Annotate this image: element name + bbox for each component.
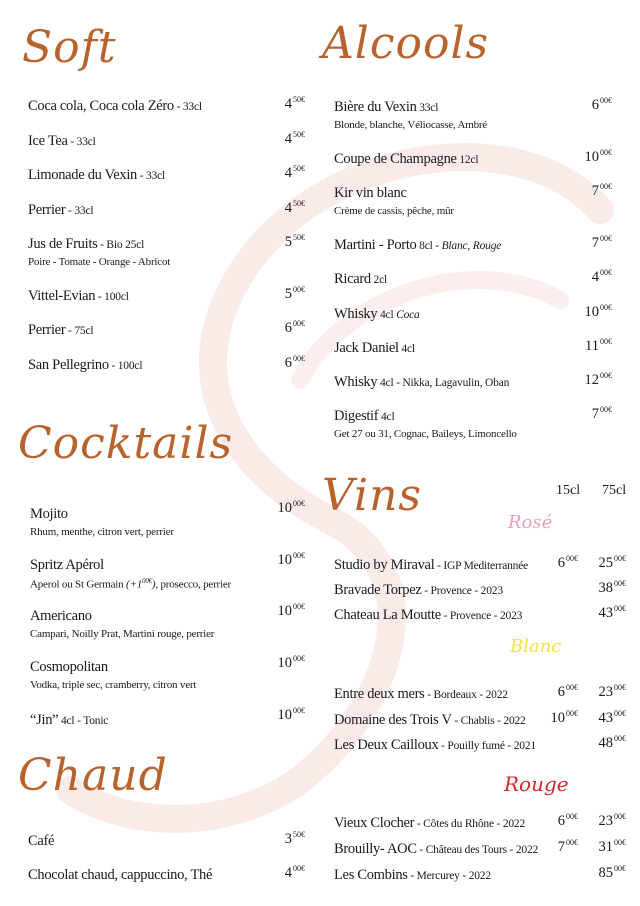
menu-item: San Pellegrino - 100cl: [28, 357, 143, 373]
price-75cl: $38^{00€}$: [598, 579, 626, 596]
item-price: $10^{00€}$: [277, 654, 305, 671]
price-75cl: $23^{00€}$: [598, 683, 626, 700]
price-75cl: $43^{00€}$: [598, 604, 626, 621]
section-title-alcools: Alcools: [322, 18, 490, 69]
section-title-cocktails: Cocktails: [18, 418, 234, 469]
menu-item: Bière du Vexin 33cl Blonde, blanche, Véliocasse, Ambré: [334, 99, 488, 131]
menu-item: Spritz Apérol Aperol ou St Germain $(+1^{00€})$, prosecco, perrier: [30, 557, 231, 591]
price-15cl: $7^{00€}$: [557, 838, 578, 855]
item-price: $4^{00€}$: [284, 864, 305, 881]
item-price: $10^{00€}$: [277, 706, 305, 723]
section-title-soft: Soft: [22, 22, 117, 73]
menu-item: Vieux Clocher - Côtes du Rhône - 2022: [334, 815, 526, 831]
menu-item: Domaine des Trois V - Chablis - 2022: [334, 712, 526, 728]
item-price: $7^{00€}$: [591, 182, 612, 199]
column-header-75cl: 75cl: [602, 483, 627, 498]
menu-item: Whisky 4cl Coca: [334, 306, 420, 322]
item-price: $10^{00€}$: [277, 551, 305, 568]
menu-item: Limonade du Vexin - 33cl: [28, 167, 165, 183]
menu-item: Coca cola, Coca cola Zéro - 33cl: [28, 98, 202, 114]
menu-item: Perrier - 33cl: [28, 202, 94, 218]
item-price: $5^{00€}$: [284, 285, 305, 302]
menu-item: Ricard 2cl: [334, 271, 387, 287]
price-15cl: $6^{00€}$: [557, 812, 578, 829]
menu-item: Chateau La Moutte - Provence - 2023: [334, 607, 523, 623]
menu-item: Bravade Torpez - Provence - 2023: [334, 582, 503, 598]
item-price: $4^{50€}$: [284, 199, 305, 216]
item-price: $12^{00€}$: [584, 371, 612, 388]
price-75cl: $25^{00€}$: [598, 554, 626, 571]
section-title-vins: Vins: [322, 470, 422, 521]
item-price: $10^{00€}$: [584, 303, 612, 320]
menu-item: Les Combins - Mercurey - 2022: [334, 867, 491, 883]
item-price: $11^{00€}$: [585, 337, 612, 354]
item-price: $10^{00€}$: [277, 602, 305, 619]
item-price: $4^{50€}$: [284, 130, 305, 147]
column-header-15cl: 15cl: [556, 483, 581, 498]
price-75cl: $48^{00€}$: [598, 734, 626, 751]
wine-category-blanc: Blanc: [510, 636, 562, 657]
item-price: $7^{00€}$: [591, 405, 612, 422]
wine-category-rouge: Rouge: [504, 772, 569, 796]
menu-item: Martini - Porto 8cl - Blanc, Rouge: [334, 237, 502, 253]
item-price: $3^{50€}$: [284, 830, 305, 847]
item-price: $5^{50€}$: [284, 233, 305, 250]
item-price: $6^{00€}$: [284, 319, 305, 336]
menu-item: Americano Campari, Noilly Prat, Martini rouge, perrier: [30, 608, 215, 640]
menu-item: Coupe de Champagne 12cl: [334, 151, 479, 167]
menu-item: Jus de Fruits - Bio 25cl Poire - Tomate - Orange - Abricot: [28, 236, 171, 268]
menu-item: Entre deux mers - Bordeaux - 2022: [334, 686, 508, 702]
section-title-chaud: Chaud: [18, 750, 168, 801]
item-price: $7^{00€}$: [591, 234, 612, 251]
menu-item: Mojito Rhum, menthe, citron vert, perrier: [30, 506, 174, 538]
item-price: $6^{00€}$: [284, 354, 305, 371]
item-price: $4^{50€}$: [284, 95, 305, 112]
item-price: $4^{50€}$: [284, 164, 305, 181]
menu-item: Jack Daniel 4cl: [334, 340, 415, 356]
price-15cl: $10^{00€}$: [550, 709, 578, 726]
item-price: $6^{00€}$: [591, 96, 612, 113]
price-15cl: $6^{00€}$: [557, 554, 578, 571]
menu-item: Digestif 4cl Get 27 ou 31, Cognac, Baileys, Limoncello: [334, 408, 517, 440]
menu-item: Café: [28, 833, 55, 849]
menu-item: Kir vin blanc Crème de cassis, pêche, mûr: [334, 185, 454, 217]
menu-item: Les Deux Cailloux - Pouilly fumé - 2021: [334, 737, 536, 753]
item-price: $10^{00€}$: [584, 148, 612, 165]
price-75cl: $43^{00€}$: [598, 709, 626, 726]
price-75cl: $31^{00€}$: [598, 838, 626, 855]
price-15cl: $6^{00€}$: [557, 683, 578, 700]
price-75cl: $85^{00€}$: [598, 864, 626, 881]
menu-item: Perrier - 75cl: [28, 322, 94, 338]
menu-item: Chocolat chaud, cappuccino, Thé: [28, 867, 213, 883]
wine-category-rose: Rosé: [508, 512, 553, 533]
menu-item: Studio by Miraval - IGP Mediterrannée: [334, 557, 529, 573]
menu-item: Vittel-Evian - 100cl: [28, 288, 129, 304]
menu-item: Cosmopolitan Vodka, triple sec, cramberry, citron vert: [30, 659, 197, 691]
menu-item: Brouilly- AOC - Château des Tours - 2022: [334, 841, 539, 857]
menu-item: “Jin” 4cl - Tonic: [30, 712, 109, 728]
menu-item: Ice Tea - 33cl: [28, 133, 96, 149]
menu-item: Whisky 4cl - Nikka, Lagavulin, Oban: [334, 374, 510, 390]
price-75cl: $23^{00€}$: [598, 812, 626, 829]
item-price: $10^{00€}$: [277, 499, 305, 516]
item-price: $4^{00€}$: [591, 268, 612, 285]
